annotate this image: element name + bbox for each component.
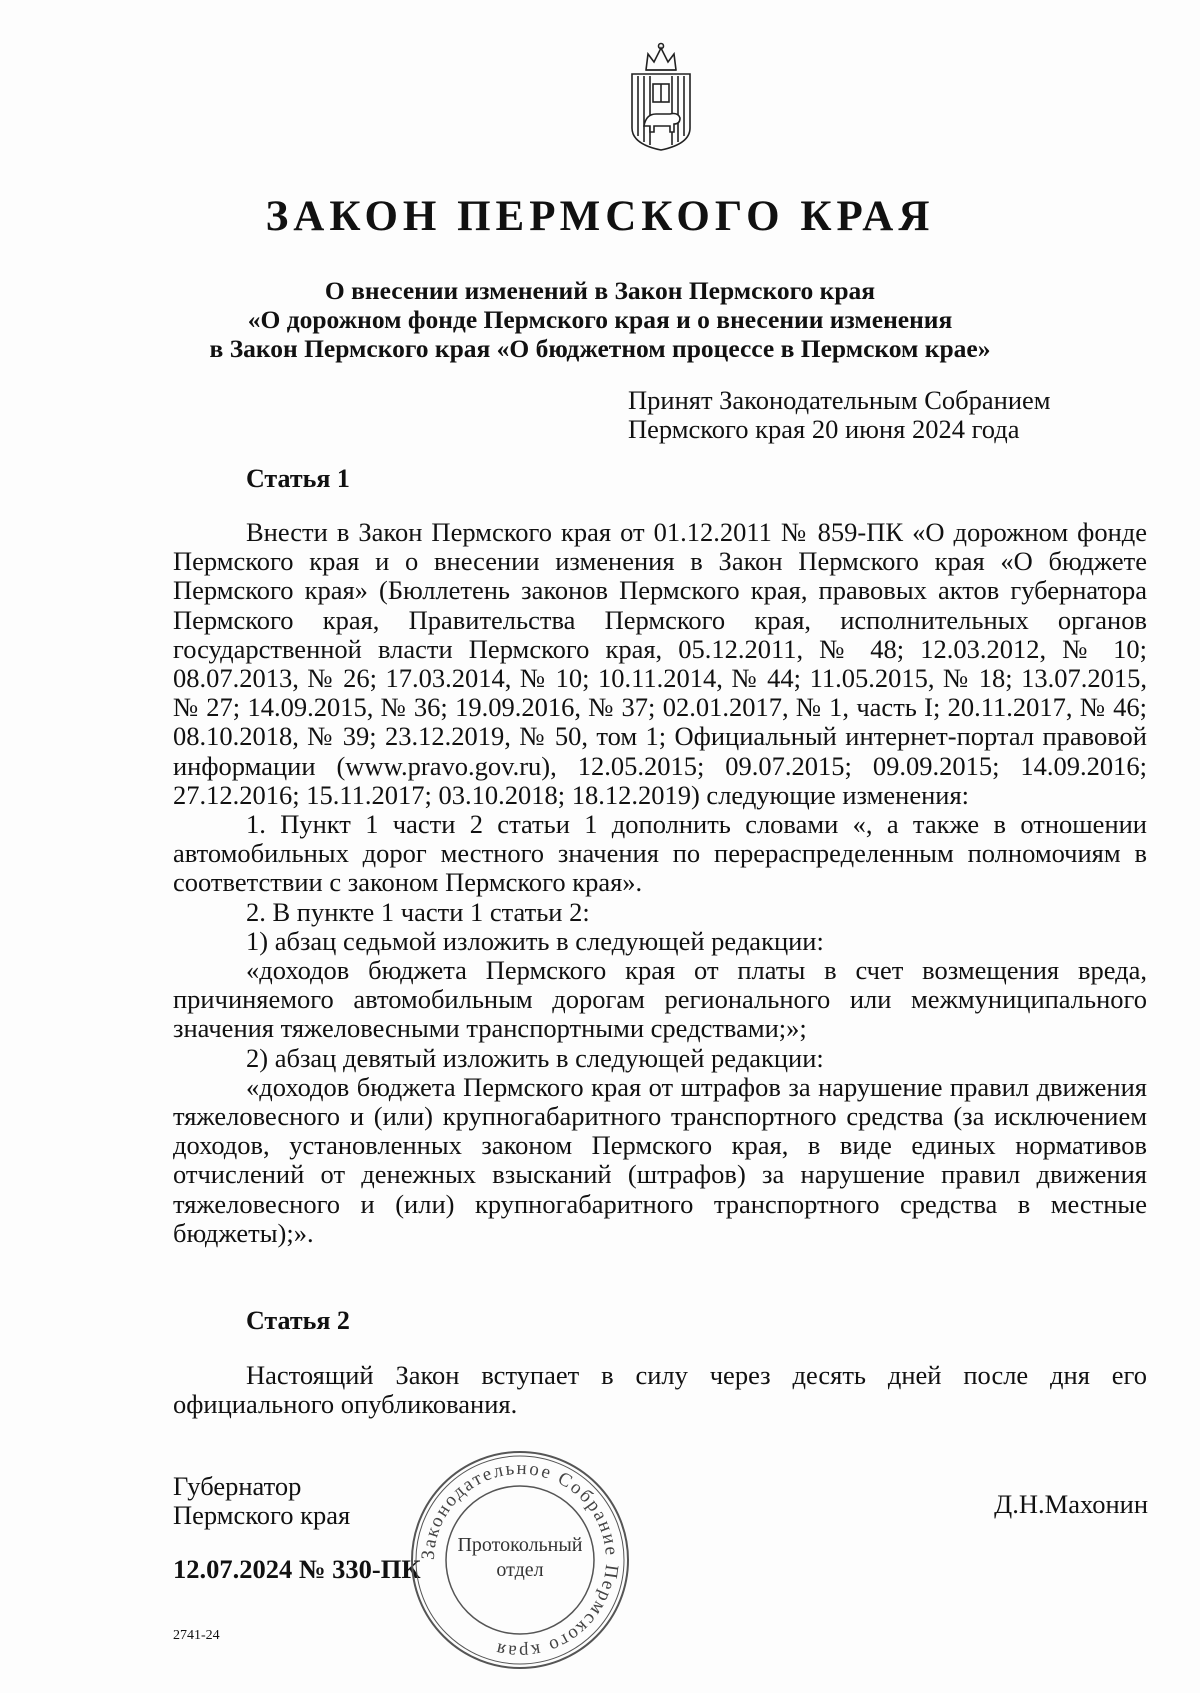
subtitle-line: в Закон Пермского края «О бюджетном процессе в Пермском крае»: [209, 334, 991, 363]
article-1-paragraph: 1. Пункт 1 части 2 статьи 1 дополнить словами «, а также в отношении автомобильных дорог местного значения по перераспределенным полномочиям в соответствии с законом Пермского края».: [173, 809, 1147, 898]
article-1-paragraph: «доходов бюджета Пермского края от платы в счет возмещения вреда, причиняемого автомобильным дорогам регионального или межмуниципального значения тяжеловесными транспортными средствами;»;: [173, 955, 1147, 1044]
law-date-number: 12.07.2024 № 330-ПК: [173, 1554, 421, 1584]
stamp-inner-text: [446, 1533, 594, 1583]
article-2-body: [173, 1361, 1147, 1419]
stamp-inner-line: Протокольный: [457, 1534, 583, 1556]
article-2-heading: Статья 2: [246, 1306, 350, 1335]
registration-number: 2741-24: [173, 1628, 220, 1643]
stamp-ring-text: Законодательное Собрание Пермского края: [417, 1457, 623, 1663]
perm-coat-of-arms-emblem: [626, 40, 696, 152]
adoption-line: Пермского края 20 июня 2024 года: [628, 414, 1020, 444]
article-1-paragraph: «доходов бюджета Пермского края от штрафов за нарушение правил движения тяжеловесного и (или) крупногабаритного транспортного средства (за исключением доходов, установленных законом Пермского края, в виде единых нормативов отчислений от денежных взысканий (штрафов) за нарушение правил движения тяжеловесного и (или) крупногабаритного транспортного средства в местные бюджеты);».: [173, 1071, 1147, 1248]
signatory-title: [173, 1472, 350, 1530]
signatory-name: Д.Н.Махонин: [994, 1489, 1148, 1519]
article-2-paragraph: Настоящий Закон вступает в силу через десять дней после дня его официального опубликования.: [173, 1360, 1147, 1420]
stamp-inner-line: отдел: [496, 1559, 544, 1581]
adoption-note: [628, 386, 1051, 444]
article-1-paragraph: 2) абзац девятый изложить в следующей редакции:: [246, 1042, 824, 1073]
subtitle-line: «О дорожном фонде Пермского края и о внесении изменения: [247, 305, 953, 334]
article-1-paragraph: 1) абзац седьмой изложить в следующей редакции:: [246, 925, 824, 956]
adoption-line: Принят Законодательным Собранием: [628, 385, 1051, 415]
signatory-title-line: Губернатор: [173, 1471, 302, 1501]
article-1-paragraph: Внести в Закон Пермского края от 01.12.2011 № 859-ПК «О дорожном фонде Пермского края и о внесении изменения в Закон Пермского края «О бюджете Пермского края» (Бюллетень законов Пермского края, правовых актов губернатора Пермского края, Правительства Пермского края, исполнительных органов государственной власти Пермского края, 05.12.2011, № 48; 12.03.2012, № 10; 08.07.2013, № 26; 17.03.2014, № 10; 10.11.2014, № 44; 11.05.2015, № 18; 13.07.2015, № 27; 14.09.2015, № 36; 19.09.2016, № 37; 02.01.2017, № 1, часть I; 20.11.2017, № 46; 08.10.2018, № 39; 23.12.2019, № 50, том 1; Официальный интернет-портал правовой информации (www.pravo.gov.ru), 12.05.2015; 09.07.2015; 09.09.2015; 14.09.2016; 27.12.2016; 15.11.2017; 03.10.2018; 18.12.2019) следующие изменения:: [173, 517, 1147, 810]
article-1-body: [173, 518, 1147, 1248]
subtitle-line: О внесении изменений в Закон Пермского края: [324, 276, 876, 305]
document-title: ЗАКОН ПЕРМСКОГО КРАЯ: [265, 193, 935, 240]
document-subtitle: [100, 276, 1100, 363]
signatory-title-line: Пермского края: [173, 1500, 351, 1530]
article-1-paragraph: 2. В пункте 1 части 1 статьи 2:: [246, 896, 590, 927]
article-1-heading: Статья 1: [246, 464, 350, 493]
